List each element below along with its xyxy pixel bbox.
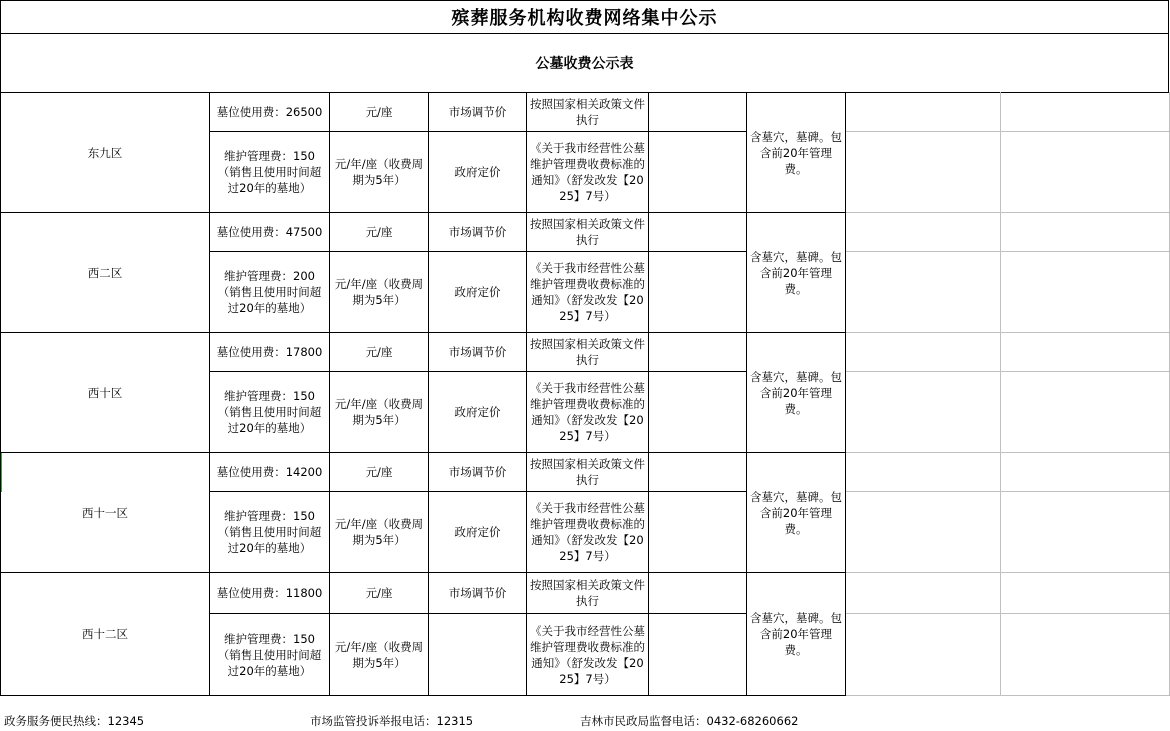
maint-basis[interactable]: 《关于我市经营性公墓维护管理费收费标准的通知》（舒发改发【2025】7号）	[527, 372, 649, 453]
zone-name[interactable]: 东九区	[1, 93, 210, 213]
empty-cell[interactable]	[649, 492, 747, 573]
maint-pricing[interactable]: 政府定价	[429, 132, 527, 213]
empty-cell[interactable]	[1001, 132, 1170, 213]
maint-fee[interactable]: 维护管理费：150（销售且使用时间超过20年的墓地）	[210, 132, 330, 213]
maint-pricing[interactable]: 政府定价	[429, 372, 527, 453]
maint-pricing[interactable]: 政府定价	[429, 252, 527, 333]
maint-unit[interactable]: 元/年/座（收费周期为5年）	[330, 132, 429, 213]
empty-cell[interactable]	[1001, 492, 1170, 573]
empty-cell[interactable]	[846, 372, 1001, 453]
empty-cell[interactable]	[846, 573, 1001, 614]
table-row	[1, 453, 1170, 492]
maint-unit[interactable]: 元/年/座（收费周期为5年）	[330, 614, 429, 696]
empty-cell[interactable]	[649, 614, 747, 696]
page-title: 殡葬服务机构收费网络集中公示	[0, 0, 1169, 33]
maint-unit[interactable]: 元/年/座（收费周期为5年）	[330, 492, 429, 573]
empty-cell[interactable]	[846, 614, 1001, 696]
empty-cell[interactable]	[1001, 573, 1170, 614]
maint-pricing[interactable]	[429, 614, 527, 696]
zone-note[interactable]: 含墓穴，墓碑。包含前20年管理费。	[747, 453, 846, 573]
maint-fee[interactable]: 维护管理费：150（销售且使用时间超过20年的墓地）	[210, 614, 330, 696]
empty-cell[interactable]	[846, 93, 1001, 132]
complaint-text: 市场监管投诉举报电话：12315	[310, 714, 474, 728]
plot-fee[interactable]: 墓位使用费：26500	[210, 93, 330, 132]
plot-unit[interactable]: 元/座	[330, 573, 429, 614]
maint-fee[interactable]: 维护管理费：200（销售且使用时间超过20年的墓地）	[210, 252, 330, 333]
plot-pricing[interactable]: 市场调节价	[429, 93, 527, 132]
plot-basis[interactable]: 按照国家相关政策文件执行	[527, 93, 649, 132]
hotline-text: 政务服务便民热线：12345	[4, 714, 145, 728]
maint-fee[interactable]: 维护管理费：150（销售且使用时间超过20年的墓地）	[210, 492, 330, 573]
maint-basis[interactable]: 《关于我市经营性公墓维护管理费收费标准的通知》（舒发改发【2025】7号）	[527, 492, 649, 573]
empty-cell[interactable]	[846, 132, 1001, 213]
maint-pricing[interactable]: 政府定价	[429, 492, 527, 573]
maint-basis[interactable]: 《关于我市经营性公墓维护管理费收费标准的通知》（舒发改发【2025】7号）	[527, 614, 649, 696]
plot-unit[interactable]: 元/座	[330, 333, 429, 372]
empty-cell[interactable]	[1001, 93, 1170, 132]
empty-cell[interactable]	[1001, 213, 1170, 252]
table-row	[1, 213, 1170, 252]
empty-cell[interactable]	[846, 213, 1001, 252]
maint-basis[interactable]: 《关于我市经营性公墓维护管理费收费标准的通知》（舒发改发【2025】7号）	[527, 252, 649, 333]
plot-unit[interactable]: 元/座	[330, 453, 429, 492]
plot-pricing[interactable]: 市场调节价	[429, 573, 527, 614]
maint-basis[interactable]: 《关于我市经营性公墓维护管理费收费标准的通知》（舒发改发【2025】7号）	[527, 132, 649, 213]
empty-cell[interactable]	[846, 492, 1001, 573]
empty-cell[interactable]	[846, 453, 1001, 492]
zone-note[interactable]: 含墓穴，墓碑。包含前20年管理费。	[747, 93, 846, 213]
zone-name[interactable]: 西十区	[1, 333, 210, 453]
empty-cell[interactable]	[649, 252, 747, 333]
fee-table	[0, 92, 1170, 696]
plot-pricing[interactable]: 市场调节价	[429, 453, 527, 492]
plot-basis[interactable]: 按照国家相关政策文件执行	[527, 333, 649, 372]
zone-name[interactable]: 西十二区	[1, 573, 210, 696]
zone-name[interactable]: 西二区	[1, 213, 210, 333]
footer	[0, 711, 1170, 731]
plot-basis[interactable]: 按照国家相关政策文件执行	[527, 453, 649, 492]
maint-unit[interactable]: 元/年/座（收费周期为5年）	[330, 252, 429, 333]
zone-note[interactable]: 含墓穴，墓碑。包含前20年管理费。	[747, 213, 846, 333]
table-subtitle: 公墓收费公示表	[0, 33, 1169, 93]
empty-cell[interactable]	[649, 213, 747, 252]
zone-name[interactable]: 西十一区	[1, 453, 210, 573]
empty-cell[interactable]	[649, 132, 747, 213]
empty-cell[interactable]	[846, 252, 1001, 333]
plot-pricing[interactable]: 市场调节价	[429, 333, 527, 372]
empty-cell[interactable]	[1001, 252, 1170, 333]
empty-cell[interactable]	[649, 573, 747, 614]
empty-cell[interactable]	[1001, 453, 1170, 492]
plot-fee[interactable]: 墓位使用费：47500	[210, 213, 330, 252]
empty-cell[interactable]	[1001, 333, 1170, 372]
zone-note[interactable]: 含墓穴，墓碑。包含前20年管理费。	[747, 333, 846, 453]
maint-fee[interactable]: 维护管理费：150（销售且使用时间超过20年的墓地）	[210, 372, 330, 453]
maint-unit[interactable]: 元/年/座（收费周期为5年）	[330, 372, 429, 453]
empty-cell[interactable]	[649, 333, 747, 372]
plot-unit[interactable]: 元/座	[330, 213, 429, 252]
plot-basis[interactable]: 按照国家相关政策文件执行	[527, 573, 649, 614]
table-row	[1, 333, 1170, 372]
plot-basis[interactable]: 按照国家相关政策文件执行	[527, 213, 649, 252]
table-row	[1, 573, 1170, 614]
zone-note[interactable]: 含墓穴，墓碑。包含前20年管理费。	[747, 573, 846, 696]
empty-cell[interactable]	[1001, 614, 1170, 696]
plot-pricing[interactable]: 市场调节价	[429, 213, 527, 252]
table-row	[1, 93, 1170, 132]
empty-cell[interactable]	[649, 453, 747, 492]
plot-fee[interactable]: 墓位使用费：11800	[210, 573, 330, 614]
empty-cell[interactable]	[649, 372, 747, 453]
supervision-text: 吉林市民政局监督电话：0432-68260662	[580, 714, 799, 728]
empty-cell[interactable]	[1001, 372, 1170, 453]
plot-fee[interactable]: 墓位使用费：17800	[210, 333, 330, 372]
plot-unit[interactable]: 元/座	[330, 93, 429, 132]
empty-cell[interactable]	[846, 333, 1001, 372]
empty-cell[interactable]	[649, 93, 747, 132]
plot-fee[interactable]: 墓位使用费：14200	[210, 453, 330, 492]
